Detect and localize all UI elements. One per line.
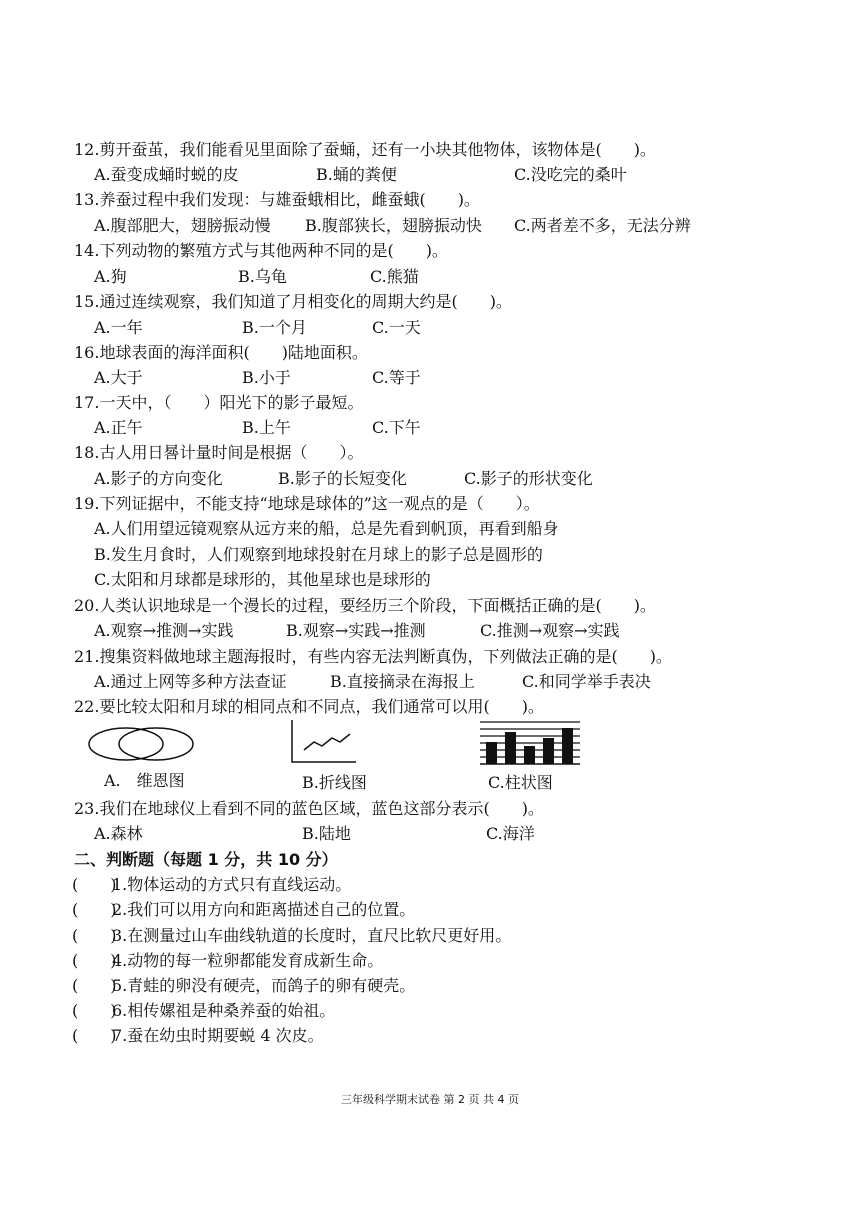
venn-diagram-figure (86, 724, 196, 764)
section-2-title: 二、判断题（每题 1 分，共 10 分） (74, 850, 338, 869)
statement: 4.动物的每一粒卵都能发育成新生命。 (112, 951, 384, 970)
option-b: B.上午 (242, 418, 291, 437)
question-13: 13.养蚕过程中我们发现：与雄蚕蛾相比，雌蚕蛾( )。 (74, 190, 480, 209)
option-a: A.通过上网等多种方法查证 (94, 672, 287, 691)
question-12: 12.剪开蚕茧，我们能看见里面除了蚕蛹，还有一小块其他物体，该物体是( )。 (74, 140, 656, 159)
answer-bracket[interactable]: ( ) (72, 1026, 117, 1045)
bar-icon-bar (486, 742, 497, 764)
line-graph-figure (288, 718, 358, 766)
option-b: B.影子的长短变化 (278, 469, 407, 488)
page-footer: 三年级科学期末试卷 第 2 页 共 4 页 (341, 1093, 519, 1106)
answer-bracket[interactable]: ( ) (72, 900, 117, 919)
bar-icon-bar (505, 732, 516, 764)
answer-bracket[interactable]: ( ) (72, 875, 117, 894)
option-c: C.一天 (372, 318, 421, 337)
option-a: A.正午 (94, 418, 143, 437)
statement: 1.物体运动的方式只有直线运动。 (112, 875, 352, 894)
bar-chart-label: C.柱状图 (488, 773, 553, 792)
statement: 5.青蛙的卵没有硬壳，而鸽子的卵有硬壳。 (112, 976, 416, 995)
option-c: C.两者差不多，无法分辨 (514, 216, 691, 235)
option-b: B.一个月 (242, 318, 307, 337)
option-a: A.大于 (94, 368, 143, 387)
option-c: C.影子的形状变化 (464, 469, 593, 488)
option-c: C.没吃完的桑叶 (514, 165, 627, 184)
question-19: 19.下列证据中，不能支持“地球是球体的”这一观点的是（ ）。 (74, 494, 540, 513)
statement: 3.在测量过山车曲线轨道的长度时，直尺比软尺更好用。 (112, 926, 512, 945)
option-a: A.一年 (94, 318, 143, 337)
option-a: A.狗 (94, 267, 127, 286)
option-a: A.森林 (94, 824, 143, 843)
option-b: B.观察→实践→推测 (286, 621, 426, 640)
answer-bracket[interactable]: ( ) (72, 1001, 117, 1020)
option-a: A.观察→推测→实践 (94, 621, 234, 640)
question-22: 22.要比较太阳和月球的相同点和不同点，我们通常可以用( )。 (74, 697, 544, 716)
question-21: 21.搜集资料做地球主题海报时，有些内容无法判断真伪，下列做法正确的是( )。 (74, 647, 672, 666)
venn-diagram-label: A. 维恩图 (104, 771, 185, 790)
statement: 6.相传嫘祖是种桑养蚕的始祖。 (112, 1001, 336, 1020)
option-b: B.陆地 (302, 824, 351, 843)
option-c: C.和同学举手表决 (522, 672, 651, 691)
answer-bracket[interactable]: ( ) (72, 926, 117, 945)
bar-chart-figure (478, 718, 582, 768)
option-c: C.等于 (372, 368, 421, 387)
bar-icon-bar (562, 728, 573, 764)
question-19-option-a: A.人们用望远镜观察从远方来的船，总是先看到帆顶，再看到船身 (94, 519, 559, 538)
question-20: 20.人类认识地球是一个漫长的过程，要经历三个阶段，下面概括正确的是( )。 (74, 596, 656, 615)
question-18: 18.古人用日晷计量时间是根据（ ）。 (74, 443, 364, 462)
option-b: B.直接摘录在海报上 (330, 672, 475, 691)
question-16: 16.地球表面的海洋面积( )陆地面积。 (74, 343, 368, 362)
question-14: 14.下列动物的繁殖方式与其他两种不同的是( )。 (74, 241, 448, 260)
statement: 7.蚕在幼虫时期要蜕 4 次皮。 (112, 1026, 324, 1045)
answer-bracket[interactable]: ( ) (72, 951, 117, 970)
question-19-option-c: C.太阳和月球都是球形的，其他星球也是球形的 (94, 570, 431, 589)
answer-bracket[interactable]: ( ) (72, 976, 117, 995)
bar-icon-bar (524, 746, 535, 764)
question-22-figures (0, 718, 860, 793)
option-a: A.蚕变成蛹时蜕的皮 (94, 165, 239, 184)
option-a: A.影子的方向变化 (94, 469, 223, 488)
line-graph-label: B.折线图 (302, 773, 367, 792)
option-c: C.海洋 (486, 824, 535, 843)
question-23: 23.我们在地球仪上看到不同的蓝色区域，蓝色这部分表示( )。 (74, 799, 544, 818)
bar-icon-bar (543, 738, 554, 764)
question-19-option-b: B.发生月食时，人们观察到地球投射在月球上的影子总是圆形的 (94, 545, 543, 564)
option-b: B.腹部狭长，翅膀振动快 (305, 216, 482, 235)
statement: 2.我们可以用方向和距离描述自己的位置。 (112, 900, 416, 919)
option-b: B.蛹的粪便 (316, 165, 397, 184)
option-a: A.腹部肥大，翅膀振动慢 (94, 216, 271, 235)
option-b: B.小于 (242, 368, 291, 387)
option-c: C.推测→观察→实践 (480, 621, 620, 640)
question-15: 15.通过连续观察，我们知道了月相变化的周期大约是( )。 (74, 292, 512, 311)
option-b: B.乌龟 (238, 267, 287, 286)
option-c: C.下午 (372, 418, 421, 437)
question-17: 17.一天中，（ ）阳光下的影子最短。 (74, 393, 364, 412)
option-c: C.熊猫 (370, 267, 419, 286)
